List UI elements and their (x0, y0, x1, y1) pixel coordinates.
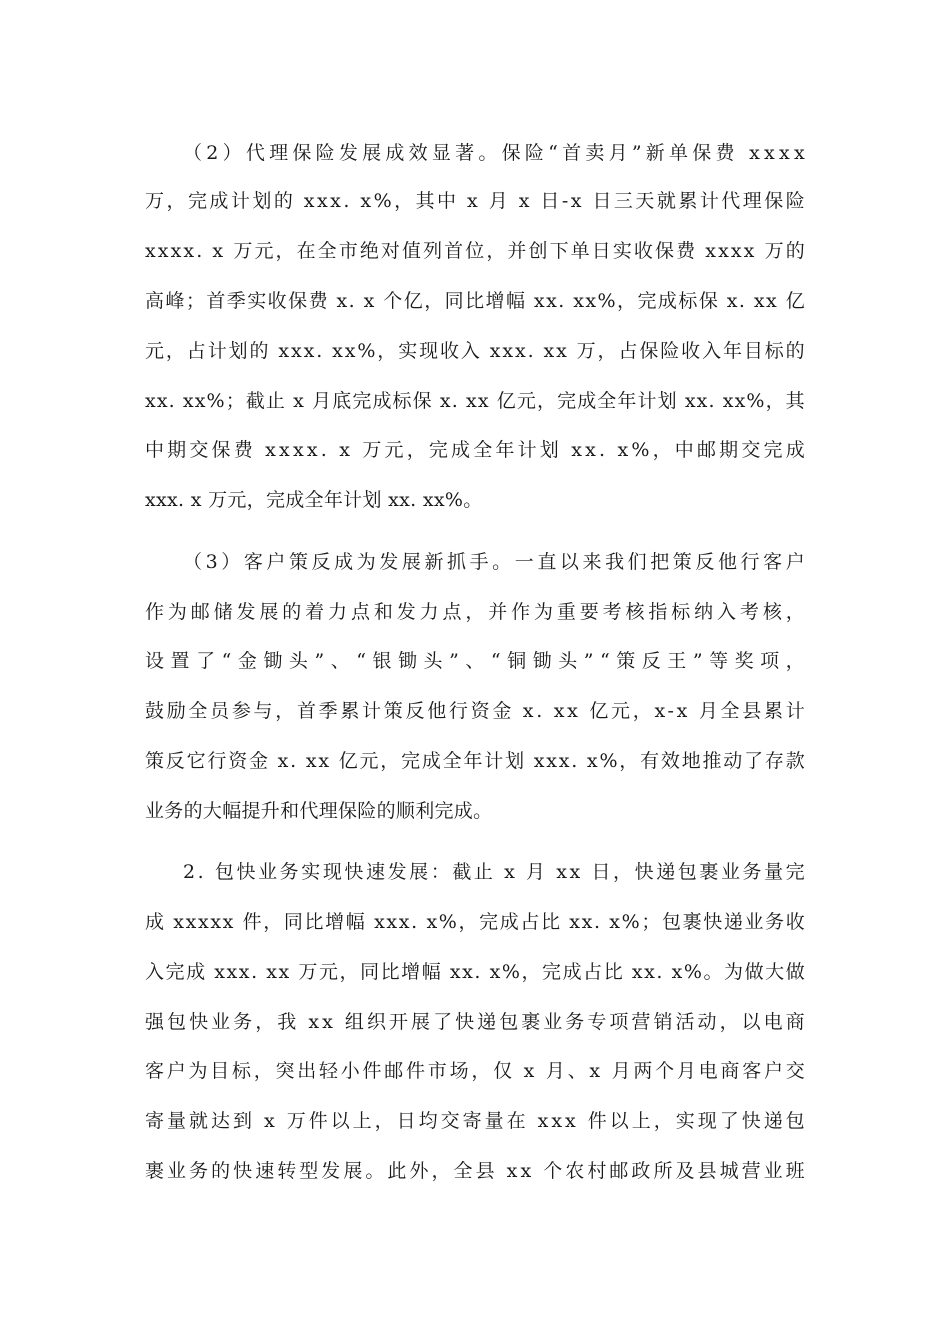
text-line: 元，占计划的 xxx. xx%，实现收入 xxx. xx 万，占保险收入年目标的 (145, 340, 807, 362)
text-line: 2. 包快业务实现快速发展：截止 x 月 xx 日，快递包裹业务量完 (183, 861, 808, 883)
text-line: （2）代理保险发展成效显著。保险“首卖月”新单保费 xxxx (183, 142, 809, 164)
text-line: 寄量就达到 x 万件以上，日均交寄量在 xxx 件以上，实现了快递包 (145, 1110, 808, 1132)
text-line: 强包快业务，我 xx 组织开展了快递包裹业务专项营销活动，以电商 (145, 1011, 808, 1033)
text-line: 业务的大幅提升和代理保险的顺利完成。 (145, 800, 493, 822)
text-line: 策反它行资金 x. xx 亿元，完成全年计划 xxx. x%，有效地推动了存款 (145, 750, 807, 772)
text-line: 设置了“金锄头”、“银锄头”、“铜锄头”“策反王”等奖项， (145, 650, 812, 672)
text-line: 高峰；首季实收保费 x. x 个亿，同比增幅 xx. xx%，完成标保 x. xx 亿 (145, 290, 807, 312)
text-line: xx. xx%；截止 x 月底完成标保 x. xx 亿元，完成全年计划 xx. xx%，其 (145, 390, 806, 412)
text-line: xxx. x 万元，完成全年计划 xx. xx%。 (145, 489, 483, 511)
text-line: 万，完成计划的 xxx. x%，其中 x 月 x 日-x 日三天就累计代理保险 (145, 190, 808, 212)
text-line: 成 xxxxx 件，同比增幅 xxx. x%，完成占比 xx. x%；包裹快递业务收 (145, 911, 807, 933)
text-line: 入完成 xxx. xx 万元，同比增幅 xx. x%，完成占比 xx. x%。为做大做 (145, 961, 807, 983)
text-line: （3）客户策反成为发展新抓手。一直以来我们把策反他行客户 (183, 551, 809, 573)
text-line: xxxx. x 万元，在全市绝对值列首位，并创下单日实收保费 xxxx 万的 (145, 240, 807, 262)
text-line: 中期交保费 xxxx. x 万元，完成全年计划 xx. x%，中邮期交完成 (145, 439, 808, 461)
text-line: 客户为目标，突出轻小件邮件市场，仅 x 月、x 月两个月电商客户交 (145, 1060, 808, 1082)
text-line: 作为邮储发展的着力点和发力点，并作为重要考核指标纳入考核， (145, 601, 809, 623)
text-line: 裹业务的快速转型发展。此外，全县 xx 个农村邮政所及县城营业班 (145, 1160, 808, 1182)
text-line: 鼓励全员参与，首季累计策反他行资金 x. xx 亿元，x-x 月全县累计 (145, 700, 808, 722)
